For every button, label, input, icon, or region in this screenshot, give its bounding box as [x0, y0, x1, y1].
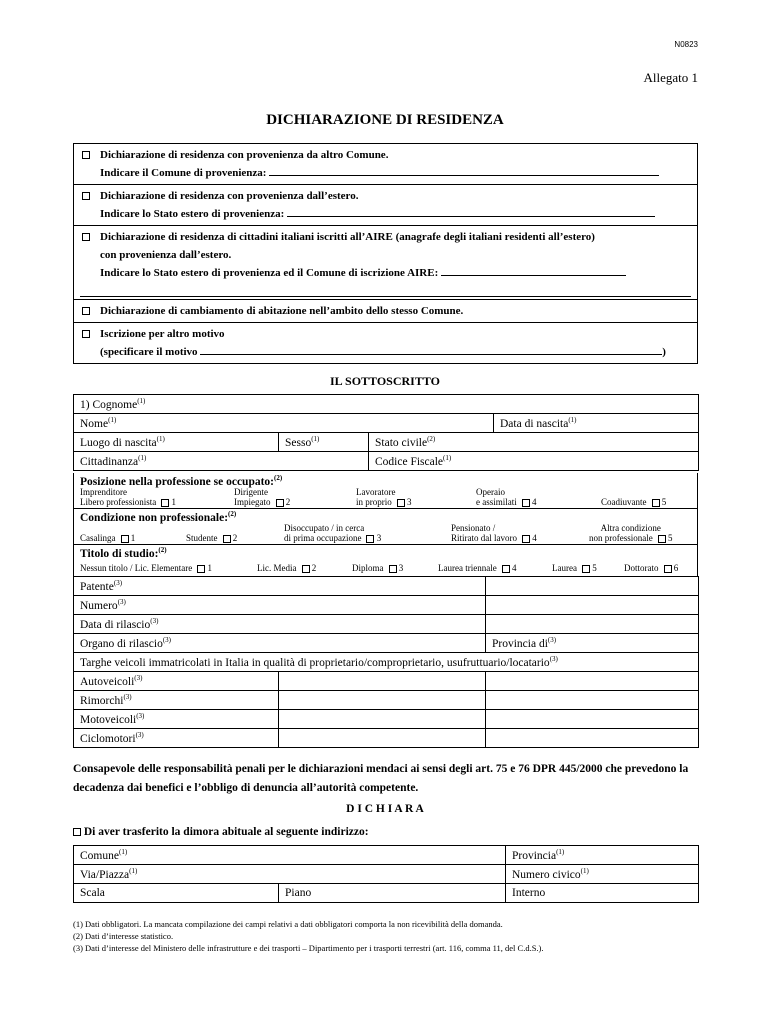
- motoveicoli-label: Motoveicoli$^{(3)}$: [74, 710, 279, 729]
- comune-field[interactable]: Comune$^{(1)}$: [74, 846, 506, 865]
- cittadinanza-field[interactable]: Cittadinanza$^{(1)}$: [74, 452, 369, 471]
- via-field[interactable]: Via/Piazza$^{(1)}$: [74, 865, 506, 884]
- ciclomotori-label: Ciclomotori$^{(3)}$: [74, 729, 279, 748]
- checkbox[interactable]: [121, 535, 129, 543]
- provincia-field[interactable]: Provincia$^{(1)}$: [506, 846, 699, 865]
- allegato-label: Allegato 1: [643, 70, 698, 85]
- option-text: Dichiarazione di cambiamento di abitazione nell’ambito dello stesso Comune.: [100, 305, 464, 317]
- comune-provenienza-field[interactable]: [269, 164, 659, 176]
- dichiara-heading: D I C H I A R A: [346, 803, 424, 815]
- stato-estero-field[interactable]: [287, 205, 655, 217]
- checkbox[interactable]: [82, 330, 90, 338]
- interno-field[interactable]: Interno: [506, 884, 699, 903]
- sesso-field[interactable]: Sesso$^{(1)}$: [279, 433, 369, 452]
- patente-field[interactable]: Patente$^{(3)}$: [74, 577, 486, 596]
- option-studente: Studente 2: [186, 533, 238, 543]
- footnote-3: (3) Dati d’interesse del Ministero delle infrastrutture e dei trasporti – Dipartimento per i trasporti terrestri (art. 116, comma 11, del C.d.S.).: [73, 943, 544, 953]
- option-pensionato: Pensionato / Ritirato dal lavoro 4: [451, 523, 537, 543]
- option-disoccupato: Disoccupato / in cerca di prima occupazione 3: [284, 523, 382, 543]
- titolo-section: [73, 545, 698, 577]
- checkbox[interactable]: [82, 151, 90, 159]
- option-laurea: Laurea 5: [552, 563, 597, 573]
- checkbox[interactable]: [366, 535, 374, 543]
- motoveicoli-field-2[interactable]: [486, 710, 699, 729]
- option-coadiuvante: Coadiuvante 5: [601, 497, 667, 507]
- page-title: DICHIARAZIONE DI RESIDENZA: [266, 112, 504, 128]
- option-text: Indicare lo Stato estero di provenienza ed il Comune di iscrizione AIRE:: [100, 267, 439, 279]
- data-rilascio-field[interactable]: Data di rilascio$^{(3)}$: [74, 615, 486, 634]
- paren-close: ): [662, 346, 666, 358]
- option-imprenditore: Imprenditore Libero professionista 1: [80, 487, 176, 507]
- targhe-header: Targhe veicoli immatricolati in Italia in qualità di proprietario/comproprietario, usufruttuario/locatario$^{(3)}$: [74, 653, 699, 672]
- organo-rilascio-field[interactable]: Organo di rilascio$^{(3)}$: [74, 634, 486, 653]
- stato-civile-field[interactable]: Stato civile$^{(2)}$: [369, 433, 699, 452]
- footnote-2: (2) Dati d’interesse statistico.: [73, 931, 174, 941]
- option-altra-condizione: Altra condizione non professionale 5: [589, 523, 673, 543]
- residence-type-box: [73, 143, 698, 364]
- cognome-field[interactable]: 1) Cognome$^{(1)}$: [74, 395, 699, 414]
- data-nascita-field[interactable]: Data di nascita$^{(1)}$: [494, 414, 699, 433]
- checkbox[interactable]: [522, 535, 530, 543]
- checkbox[interactable]: [223, 535, 231, 543]
- option-aire: [74, 226, 697, 300]
- checkbox[interactable]: [82, 233, 90, 241]
- checkbox[interactable]: [302, 565, 310, 573]
- option-text: Iscrizione per altro motivo: [100, 328, 225, 340]
- checkbox[interactable]: [82, 192, 90, 200]
- option-operaio: Operaio e assimilati 4: [476, 487, 537, 507]
- motivo-field[interactable]: [200, 343, 662, 355]
- checkbox[interactable]: [73, 828, 81, 836]
- option-text: Indicare lo Stato estero di provenienza:: [100, 208, 285, 220]
- aire-extra-line[interactable]: [80, 284, 691, 297]
- autoveicoli-field-1[interactable]: [279, 672, 486, 691]
- checkbox[interactable]: [502, 565, 510, 573]
- trasferito-text: Di aver trasferito la dimora abituale al seguente indirizzo:: [83, 826, 369, 838]
- rimorchi-label: Rimorchi$^{(3)}$: [74, 691, 279, 710]
- checkbox[interactable]: [658, 535, 666, 543]
- option-diploma: Diploma 3: [352, 563, 404, 573]
- option-text: Dichiarazione di residenza di cittadini italiani iscritti all’AIRE (anagrafe degli italiani residenti all’estero): [100, 231, 595, 243]
- ciclomotori-field-1[interactable]: [279, 729, 486, 748]
- checkbox[interactable]: [522, 499, 530, 507]
- option-casalinga: Casalinga 1: [80, 533, 136, 543]
- personal-data-table: [73, 394, 699, 471]
- condizione-section: [73, 509, 698, 545]
- aire-field[interactable]: [441, 264, 626, 276]
- trasferito-option: [73, 826, 369, 838]
- piano-field[interactable]: Piano: [279, 884, 506, 903]
- checkbox[interactable]: [664, 565, 672, 573]
- consapevole-paragraph: Consapevole delle responsabilità penali per le dichiarazioni mendaci ai sensi degli art. 75 e 76 DPR 445/2000 che prevedono la decadenza dai benefici e l’obbligo di denuncia all’autorità competente.: [73, 763, 689, 794]
- option-estero: [74, 185, 697, 226]
- option-nessun-titolo: Nessun titolo / Lic. Elementare 1: [80, 563, 212, 573]
- checkbox[interactable]: [389, 565, 397, 573]
- checkbox[interactable]: [82, 307, 90, 315]
- rimorchi-field-2[interactable]: [486, 691, 699, 710]
- option-text: Dichiarazione di residenza con provenienza da altro Comune.: [100, 149, 389, 161]
- option-laurea-triennale: Laurea triennale 4: [438, 563, 517, 573]
- option-text: Indicare il Comune di provenienza:: [100, 167, 267, 179]
- document-code: N0823: [674, 40, 698, 49]
- option-cambio-abitazione: [74, 300, 697, 323]
- scala-field[interactable]: Scala: [74, 884, 279, 903]
- provincia-rilascio-field[interactable]: Provincia $di^{(3)}$: [486, 634, 699, 653]
- option-text: con provenienza dall’estero.: [100, 249, 232, 261]
- option-dottorato: Dottorato 6: [624, 563, 679, 573]
- option-altro-comune: [74, 144, 697, 185]
- patente-veicoli-table: [73, 576, 699, 748]
- motoveicoli-field-1[interactable]: [279, 710, 486, 729]
- checkbox[interactable]: [582, 565, 590, 573]
- option-altro-motivo: [74, 323, 697, 363]
- checkbox[interactable]: [397, 499, 405, 507]
- condizione-header: Condizione non professionale:$^{(2)}$: [80, 510, 237, 524]
- codice-fiscale-field[interactable]: Codice Fiscale$^{(1)}$: [369, 452, 699, 471]
- checkbox[interactable]: [652, 499, 660, 507]
- posizione-section: [73, 473, 698, 509]
- footnote-1: (1) Dati obbligatori. La mancata compilazione dei campi relativi a dati obbligatori comporta la non ricevibilità della domanda.: [73, 919, 503, 929]
- luogo-nascita-field[interactable]: Luogo di nascita$^{(1)}$: [74, 433, 279, 452]
- footnotes: [73, 918, 698, 954]
- rimorchi-field-1[interactable]: [279, 691, 486, 710]
- posizione-header: Posizione nella professione se occupato:$^{(2)}$: [80, 474, 283, 488]
- option-dirigente: Dirigente Impiegato 2: [234, 487, 291, 507]
- option-lic-media: Lic. Media 2: [257, 563, 317, 573]
- titolo-header: Titolo di studio:$^{(2)}$: [80, 546, 167, 560]
- nome-field[interactable]: Nome$^{(1)}$: [74, 414, 494, 433]
- address-table: [73, 845, 699, 903]
- autoveicoli-field-2[interactable]: [486, 672, 699, 691]
- autoveicoli-label: Autoveicoli$^{(3)}$: [74, 672, 279, 691]
- patente-extra[interactable]: [486, 577, 699, 596]
- numero-extra[interactable]: [486, 596, 699, 615]
- numero-civico-field[interactable]: Numero civico$^{(1)}$: [506, 865, 699, 884]
- option-text: Dichiarazione di residenza con provenienza dall’estero.: [100, 190, 359, 202]
- data-rilascio-extra[interactable]: [486, 615, 699, 634]
- checkbox[interactable]: [197, 565, 205, 573]
- option-text: (specificare il motivo: [100, 346, 198, 358]
- option-lavoratore: Lavoratore in proprio 3: [356, 487, 412, 507]
- checkbox[interactable]: [276, 499, 284, 507]
- sottoscritto-heading: IL SOTTOSCRITTO: [330, 374, 440, 388]
- numero-field[interactable]: Numero$^{(3)}$: [74, 596, 486, 615]
- ciclomotori-field-2[interactable]: [486, 729, 699, 748]
- checkbox[interactable]: [161, 499, 169, 507]
